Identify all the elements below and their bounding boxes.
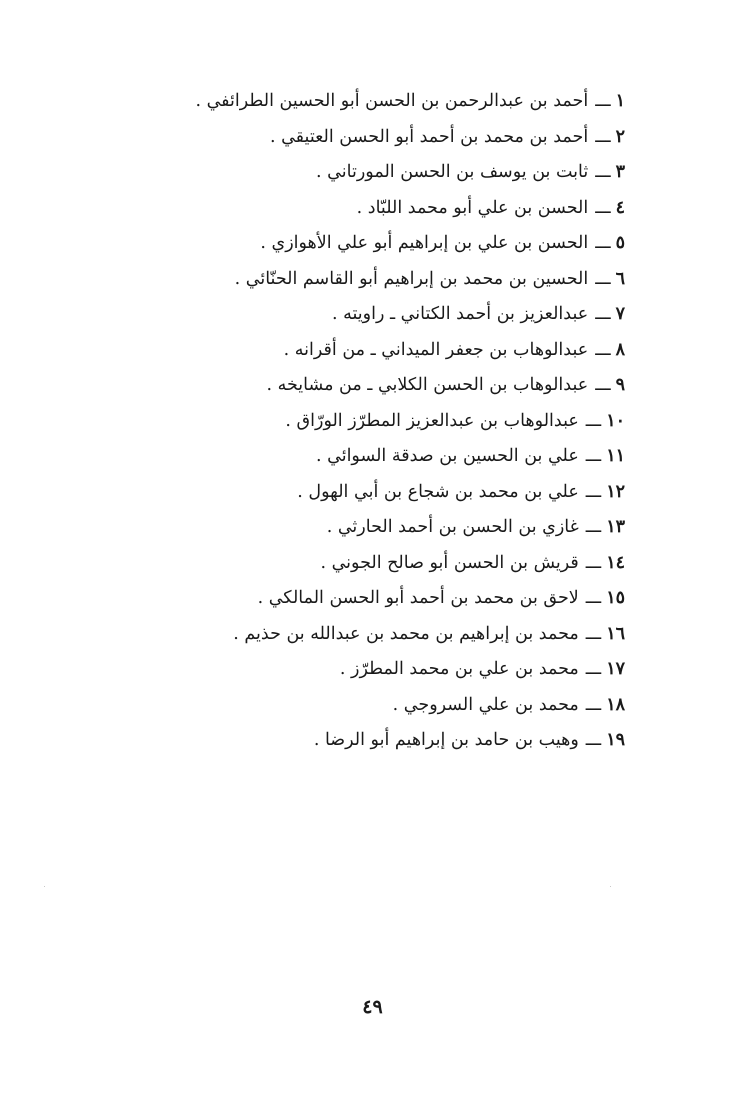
item-number: ١ [615,91,625,111]
item-text: محمد بن إبراهيم بن محمد بن عبدالله بن حذيم . [233,623,579,644]
item-separator: ـــ [595,233,611,253]
scan-speck-left [44,886,45,887]
item-number: ٨ [615,339,625,360]
list-item [65,333,625,369]
item-number: ١٦ [606,623,625,644]
item-separator: ـــ [585,410,602,431]
list-item [65,262,625,298]
item-separator: ـــ [585,659,602,679]
list-item [65,439,625,475]
item-text: عبدالوهاب بن جعفر الميداني ـ من أقرانه . [283,339,589,360]
item-text: محمد بن علي السروجي . [392,694,579,715]
item-separator: ـــ [585,552,602,573]
item-number: ٦ [615,268,625,289]
item-text: أحمد بن محمد بن أحمد أبو الحسن العتيقي . [269,126,589,147]
item-separator: ـــ [595,375,611,395]
item-separator: ـــ [595,268,611,289]
item-text: عبدالوهاب بن الحسن الكلابي ـ من مشايخه . [266,375,589,395]
list-item [65,581,625,617]
narrators-list [65,84,625,759]
item-text: وهيب بن حامد بن إبراهيم أبو الرضا . [313,730,579,750]
list-item [65,652,625,688]
item-number: ٢ [615,126,625,147]
list-item [65,226,625,262]
list-item [65,84,625,120]
item-number: ٩ [615,375,625,395]
item-number: ١٧ [606,659,625,679]
item-text: الحسن بن علي بن إبراهيم أبو علي الأهوازي . [260,233,589,253]
list-item [65,475,625,511]
item-text: أحمد بن عبدالرحمن بن الحسن أبو الحسين الطرائفي . [195,91,589,111]
list-item [65,546,625,582]
item-number: ١٣ [606,517,625,537]
item-separator: ـــ [585,588,602,608]
item-separator: ـــ [585,446,602,466]
item-text: ثابت بن يوسف بن الحسن المورتاني . [316,162,589,182]
item-separator: ـــ [595,126,611,147]
item-separator: ـــ [595,162,611,182]
item-text: علي بن الحسين بن صدقة السوائي . [315,446,579,466]
page-number: ٤٩ [362,996,383,1018]
item-text: الحسن بن علي أبو محمد اللبّاد . [356,197,589,218]
item-separator: ـــ [585,623,602,644]
item-number: ٥ [615,233,625,253]
item-separator: ـــ [585,481,602,502]
item-number: ١٩ [606,730,625,750]
item-separator: ـــ [585,730,602,750]
scan-speck-right [610,886,611,887]
item-text: غازي بن الحسن بن أحمد الحارثي . [326,517,579,537]
item-text: عبدالوهاب بن عبدالعزيز المطرّز الورّاق . [285,410,579,431]
list-item [65,120,625,156]
list-item [65,688,625,724]
item-number: ١٨ [606,694,625,715]
item-number: ٧ [615,304,625,324]
item-text: علي بن محمد بن شجاع بن أبي الهول . [297,481,579,502]
item-number: ٣ [615,162,625,182]
item-number: ١١ [606,446,625,466]
list-item [65,723,625,759]
list-item [65,191,625,227]
list-item [65,368,625,404]
item-text: عبدالعزيز بن أحمد الكتاني ـ راويته . [332,304,589,324]
item-separator: ـــ [585,517,602,537]
item-number: ١٢ [606,481,625,502]
item-text: لاحق بن محمد بن أحمد أبو الحسن المالكي . [257,588,579,608]
item-separator: ـــ [585,694,602,715]
item-number: ٤ [615,197,625,218]
list-item [65,404,625,440]
item-number: ١٥ [606,588,625,608]
list-item [65,155,625,191]
item-separator: ـــ [595,339,611,360]
list-item [65,297,625,333]
item-number: ١٤ [606,552,625,573]
item-text: الحسين بن محمد بن إبراهيم أبو القاسم الحنّائي . [234,268,589,289]
list-item [65,617,625,653]
item-separator: ـــ [595,197,611,218]
list-item [65,510,625,546]
item-text: قريش بن الحسن أبو صالح الجوني . [320,552,579,573]
item-separator: ـــ [595,304,611,324]
item-separator: ـــ [595,91,611,111]
item-number: ١٠ [606,410,625,431]
item-text: محمد بن علي بن محمد المطرّز . [339,659,579,679]
